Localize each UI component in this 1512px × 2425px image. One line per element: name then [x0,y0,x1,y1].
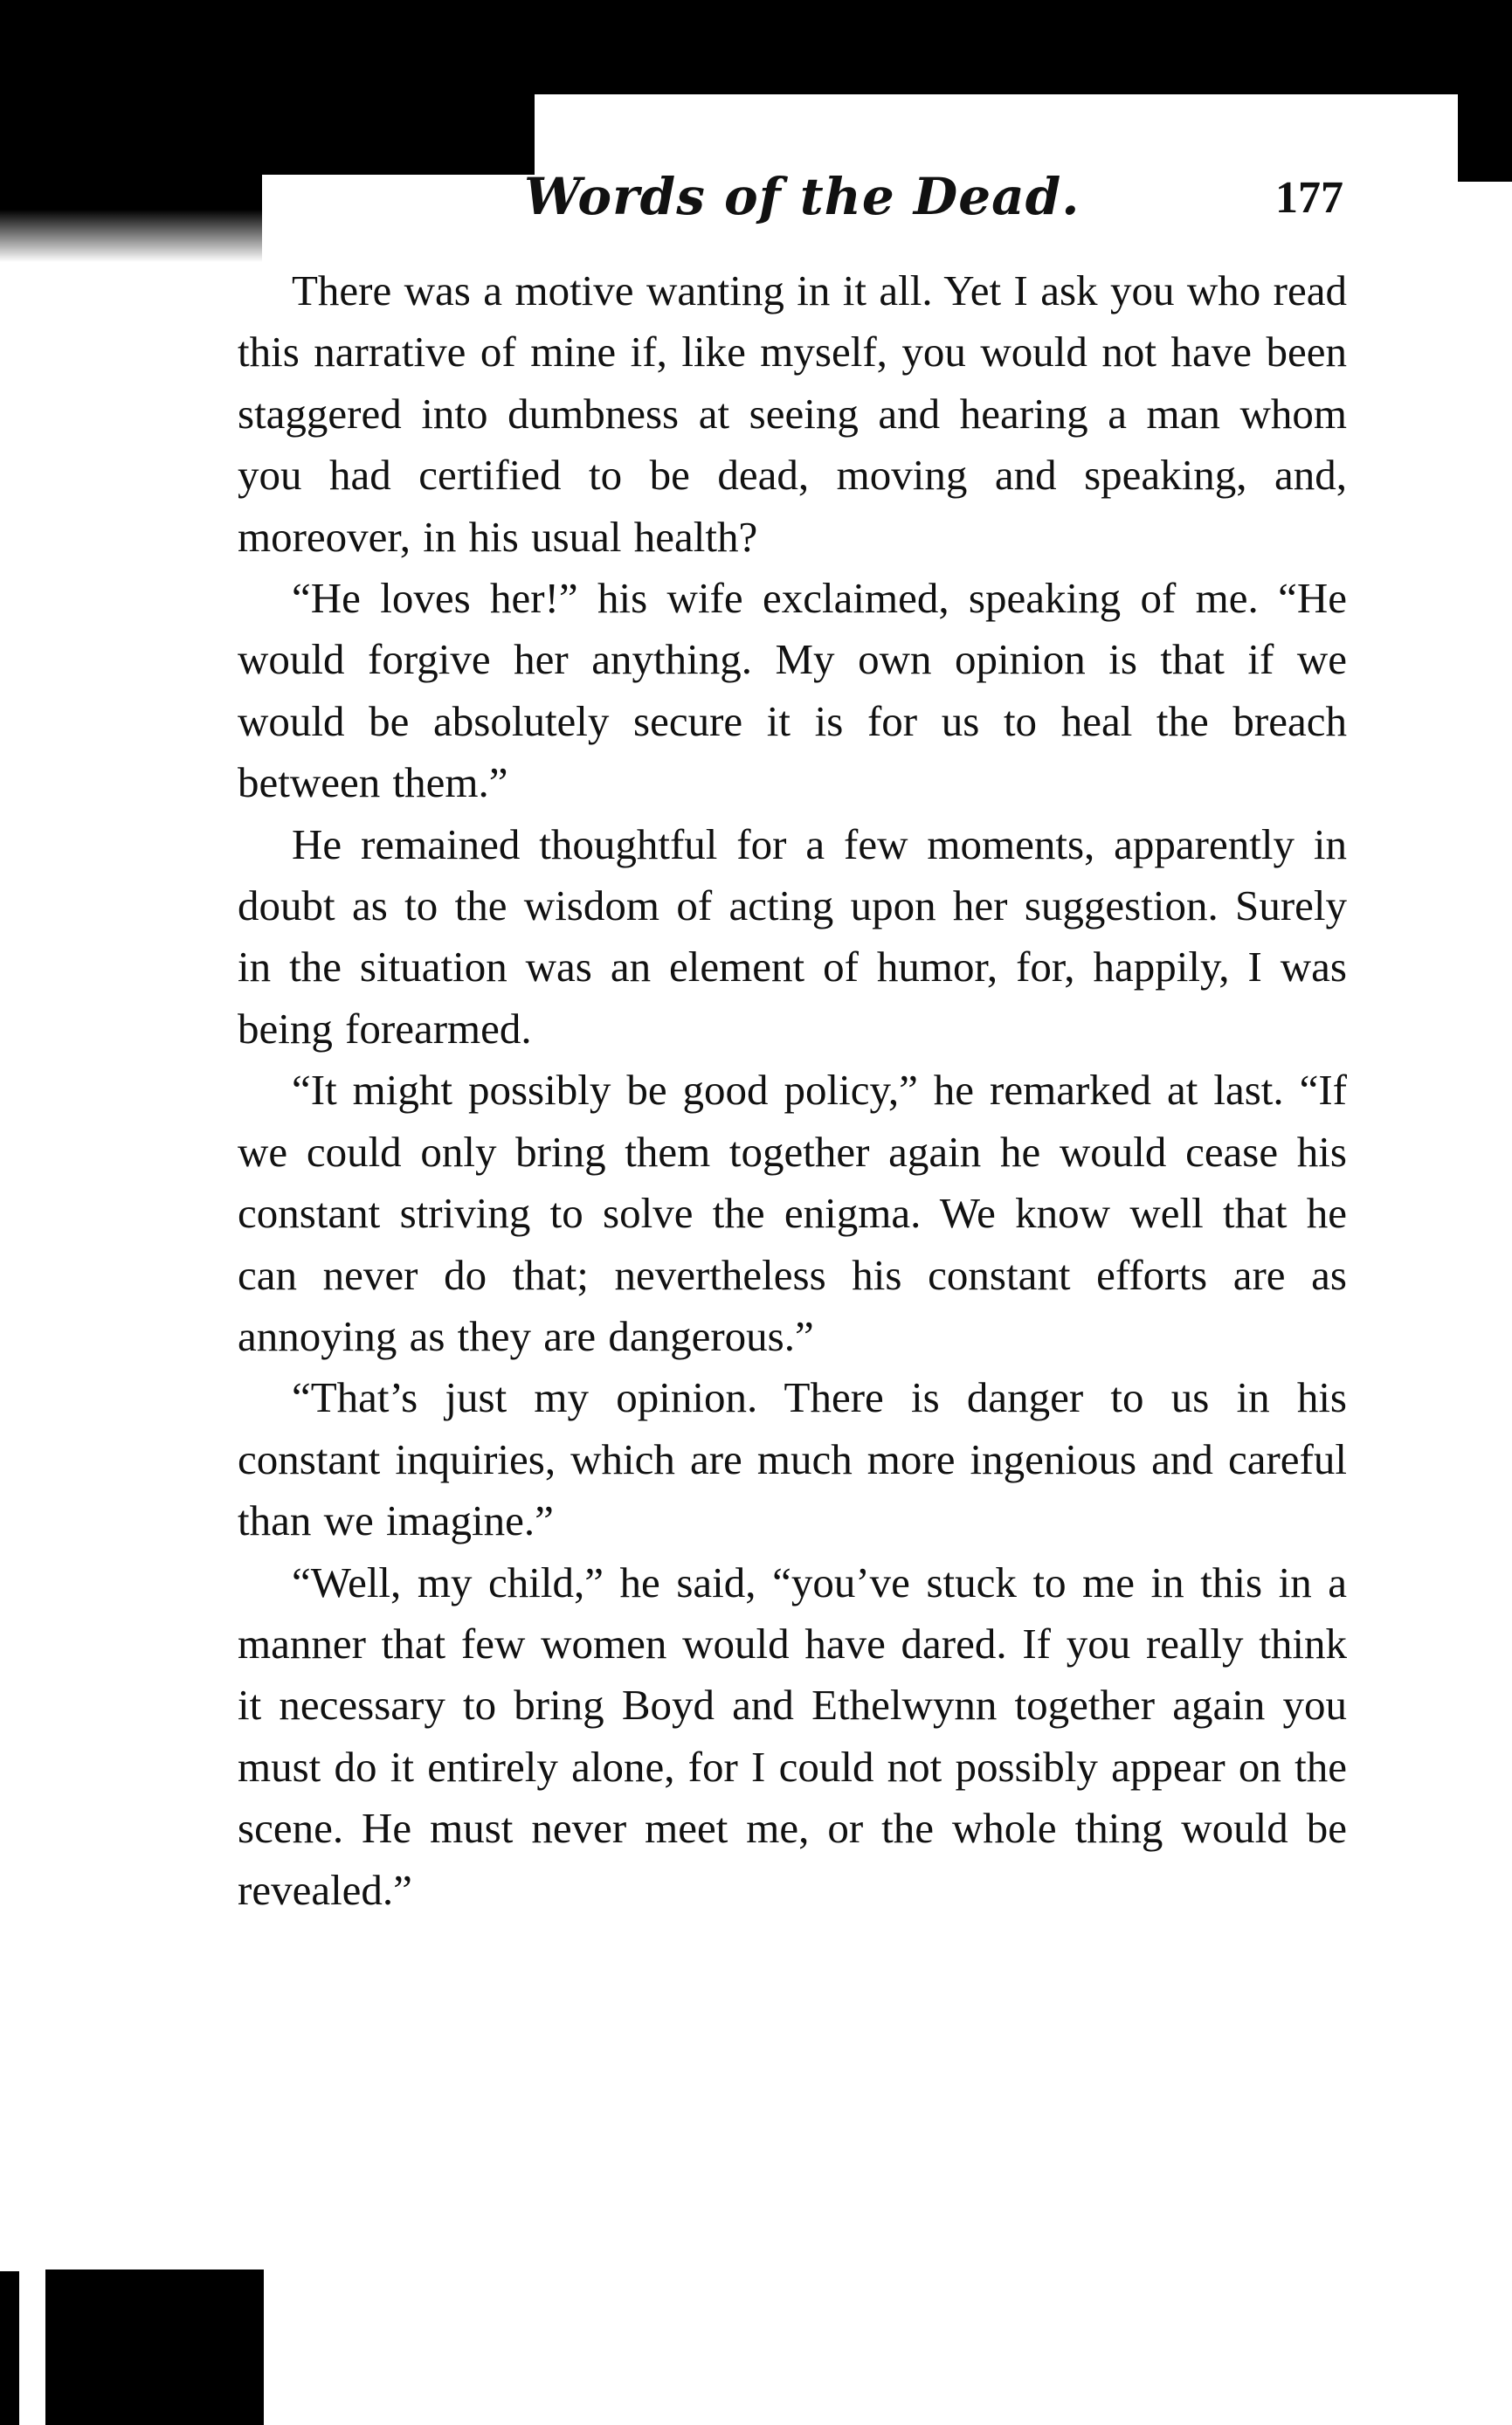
paragraph-5: “That’s just my opinion. There is danger to us in his constant inquiries, which are much more ingenious and careful than we imagine.” [238,1373,1347,1545]
scan-border-bottom-left [45,2270,264,2425]
scan-border-top [0,0,1512,94]
running-title: Words of the Dead. [524,167,1080,226]
scan-border-top-left [0,94,535,175]
body-text [238,260,1347,1921]
page-number: 177 [1275,173,1343,223]
paragraph-3: He remained thoughtful for a few moments, apparently in doubt as to the wisdom of acting upon her suggestion. Surely in the situation was an element of humor, for, happily, I was being forearmed. [238,819,1347,1053]
paragraph-4: “It might possibly be good policy,” he remarked at last. “If we could only bring them together again he would cease his constant striving to solve the enigma. We know well that he can never do that; nevertheless his constant efforts are as annoying as they are dangerous.” [238,1066,1347,1360]
paragraph-6: “Well, my child,” he said, “you’ve stuck to me in this in a manner that few women would have dared. If you really think it necessary to bring Boyd and Ethelwynn together again you must do it entirely alone, for I could not possibly appear on the scene. He must never meet me, or the whole thing would be revealed.” [238,1558,1347,1914]
page-header [0,166,1512,236]
paragraph-1: There was a motive wanting in it all. Yet I ask you who read this narrative of mine if, like myself, you would not have been staggered into dumbness at seeing and hearing a man whom you had certified to be dead, moving and speaking, and, moreover, in his usual health? [238,266,1347,561]
scan-border-left [0,2271,19,2425]
paragraph-2: “He loves her!” his wife exclaimed, speaking of me. “He would forgive her anything. My own opinion is that if we would be absolutely secure it is for us to heal the breach between them.” [238,574,1347,807]
